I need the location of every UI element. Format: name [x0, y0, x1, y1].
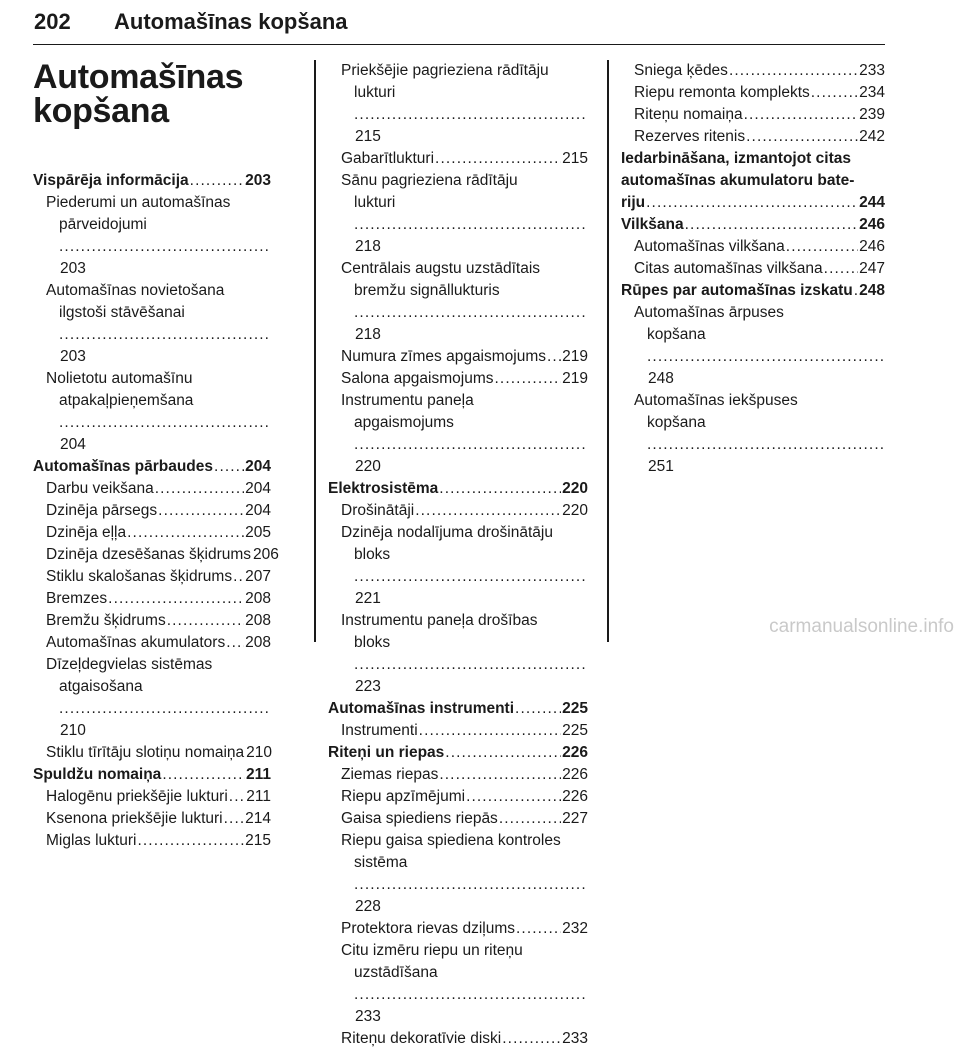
dot-leader [786, 236, 858, 258]
dot-leader [685, 214, 859, 236]
toc-entry-title: Ziemas riepas [341, 766, 439, 783]
toc-entry-title: lukturi [354, 194, 396, 211]
toc-entry-title: Spuldžu nomaiņa [33, 766, 162, 783]
toc-entry-title: pārveidojumi [59, 216, 147, 233]
dot-leader [137, 830, 244, 852]
toc-entry[interactable] [33, 566, 271, 588]
dot-leader [190, 170, 244, 192]
dot-leader [226, 632, 244, 654]
toc-page-number: 204 [245, 458, 271, 475]
dot-leader [59, 698, 271, 720]
toc-entry-title: Sniega ķēdes [634, 62, 728, 79]
toc-page-number: 206 [253, 546, 279, 563]
toc-page-number: 233 [859, 62, 885, 79]
dot-leader [811, 82, 858, 104]
toc-entry-title: ilgstoši stāvēšanai [59, 304, 185, 321]
toc-entry[interactable] [621, 302, 885, 390]
toc-entry-title: Salona apgaismojums [341, 370, 494, 387]
toc-column-3 [621, 60, 885, 478]
dot-leader [646, 192, 858, 214]
dot-leader [354, 434, 588, 456]
toc-entry-title: Automašīnas pārbaudes [33, 458, 214, 475]
toc-page-number: 223 [355, 678, 381, 695]
toc-entry-text-line: Centrālais augstu uzstādītais [341, 260, 541, 277]
toc-entry-title: Vispārēja informācija [33, 172, 189, 189]
toc-entry-title: Rezerves ritenis [634, 128, 746, 145]
toc-entry[interactable] [328, 368, 588, 390]
toc-page-number: 215 [355, 128, 381, 145]
chapter-title-line: Automašīnas [33, 58, 244, 96]
toc-section-heading[interactable] [328, 478, 588, 500]
dot-leader [162, 764, 245, 786]
toc-entry-title: Gabarītlukturi [341, 150, 435, 167]
toc-page-number: 210 [60, 722, 86, 739]
dot-leader [354, 302, 588, 324]
toc-entry-title: Protektora rievas dziļums [341, 920, 516, 937]
toc-page-number: 246 [859, 216, 885, 233]
page-number: 202 [34, 9, 71, 34]
toc-entry-title: Halogēnu priekšējie lukturi [46, 788, 228, 805]
dot-leader [744, 104, 859, 126]
toc-entry-title: Riteņu nomaiņa [634, 106, 743, 123]
toc-entry-text-line: Automašīnas novietošana [46, 282, 225, 299]
dot-leader [354, 984, 588, 1006]
dot-leader [439, 764, 561, 786]
toc-page-number: 208 [245, 590, 271, 607]
toc-page-number: 220 [355, 458, 381, 475]
toc-entry-title: uzstādīšana [354, 964, 438, 981]
toc-entry[interactable] [621, 126, 885, 148]
toc-entry[interactable] [328, 346, 588, 368]
toc-page-number: 211 [246, 788, 271, 805]
toc-entry-title: Riteņu dekoratīvie diski [341, 1030, 502, 1047]
toc-page-number: 232 [562, 920, 588, 937]
toc-page-number: 219 [562, 348, 588, 365]
toc-entry[interactable] [33, 478, 271, 500]
toc-section-heading[interactable] [328, 742, 588, 764]
page-header [33, 4, 885, 45]
dot-leader [502, 1028, 561, 1050]
toc-page-number: 219 [562, 370, 588, 387]
toc-entry-title: Stiklu skalošanas šķidrums [46, 568, 233, 585]
toc-entry-text-line: Riepu gaisa spiediena kontroles [341, 832, 561, 849]
toc-section-heading[interactable] [33, 456, 271, 478]
toc-entry-title: Riepu remonta komplekts [634, 84, 810, 101]
dot-leader [155, 478, 244, 500]
toc-entry[interactable] [33, 786, 271, 808]
toc-page-number: 203 [245, 172, 271, 189]
toc-entry-title: bremžu signāllukturis [354, 282, 500, 299]
toc-entry-title: Instrumenti [341, 722, 418, 739]
chapter-title [33, 60, 308, 128]
toc-entry[interactable] [621, 82, 885, 104]
toc-entry-title: Vilkšana [621, 216, 684, 233]
toc-page-number: 204 [60, 436, 86, 453]
dot-leader [233, 566, 244, 588]
dot-leader [419, 720, 561, 742]
toc-entry[interactable] [328, 610, 588, 698]
dot-leader [167, 610, 244, 632]
toc-entry[interactable] [33, 808, 271, 830]
dot-leader [59, 236, 271, 258]
toc-entry[interactable] [328, 918, 588, 940]
toc-section-heading[interactable] [621, 148, 885, 214]
toc-entry[interactable] [621, 60, 885, 82]
toc-page-number: 228 [355, 898, 381, 915]
dot-leader [729, 60, 858, 82]
dot-leader [59, 324, 271, 346]
dot-leader [158, 500, 244, 522]
toc-entry-title: Elektrosistēma [328, 480, 439, 497]
toc-entry-text-line: Instrumentu paneļa [341, 392, 474, 409]
toc-entry-text-line: Automašīnas ārpuses [634, 304, 784, 321]
toc-entry[interactable] [328, 1028, 588, 1050]
dot-leader [439, 478, 561, 500]
toc-page-number: 208 [245, 612, 271, 629]
dot-leader [746, 126, 858, 148]
toc-entry-title: Ksenona priekšējie lukturi [46, 810, 223, 827]
toc-entry-title: Automašīnas vilkšana [634, 238, 785, 255]
dot-leader [547, 346, 561, 368]
toc-entry[interactable] [328, 786, 588, 808]
toc-page-number: 251 [648, 458, 674, 475]
toc-page-number: 227 [562, 810, 588, 827]
toc-entry[interactable] [33, 610, 271, 632]
toc-entry[interactable] [33, 632, 271, 654]
toc-entry-title: Citas automašīnas vilkšana [634, 260, 823, 277]
dot-leader [445, 742, 561, 764]
running-title: Automašīnas kopšana [114, 9, 348, 34]
toc-entry[interactable] [328, 170, 588, 258]
toc-entry[interactable] [33, 192, 271, 280]
toc-entry[interactable] [328, 830, 588, 918]
dot-leader [108, 588, 244, 610]
toc-page-number: 218 [355, 238, 381, 255]
toc-page-number: 233 [562, 1030, 588, 1047]
toc-entry[interactable] [33, 544, 279, 566]
toc-page-number: 204 [245, 480, 271, 497]
toc-entry-title: bloks [354, 634, 391, 651]
toc-entry[interactable] [621, 258, 885, 280]
toc-page-number: 210 [246, 744, 273, 761]
dot-leader [354, 874, 588, 896]
toc-entry-title: lukturi [354, 84, 396, 101]
column-divider [314, 60, 316, 642]
toc-entry[interactable] [33, 830, 271, 852]
toc-page-number: 214 [245, 810, 271, 827]
dot-leader [495, 368, 562, 390]
toc-entry[interactable] [33, 368, 271, 456]
toc-entry-title: atpakaļpieņemšana [59, 392, 194, 409]
toc-page-number: 239 [859, 106, 885, 123]
toc-entry[interactable] [33, 522, 271, 544]
toc-page-number: 215 [562, 150, 588, 167]
toc-entry-text-line: Dzinēja nodalījuma drošinātāju [341, 524, 553, 541]
toc-entry[interactable] [328, 500, 588, 522]
dot-leader [354, 214, 588, 236]
toc-page-number: 233 [355, 1008, 381, 1025]
dot-leader [415, 500, 561, 522]
toc-entry[interactable] [328, 720, 588, 742]
dot-leader [435, 148, 561, 170]
toc-page-number: 207 [245, 568, 271, 585]
toc-entry[interactable] [33, 500, 271, 522]
toc-entry-title: Automašīnas instrumenti [328, 700, 515, 717]
toc-page-number: 234 [859, 84, 885, 101]
dot-leader [354, 104, 588, 126]
toc-page-number: 220 [562, 480, 588, 497]
toc-entry[interactable] [33, 742, 271, 764]
toc-entry-title: Dzinēja dzesēšanas šķidrums [46, 546, 252, 563]
toc-entry[interactable] [328, 60, 588, 148]
dot-leader [854, 280, 858, 302]
toc-page-number: 203 [60, 348, 86, 365]
watermark: carmanualsonline.info [769, 616, 954, 637]
toc-page-number: 208 [245, 634, 271, 651]
toc-page-number: 246 [859, 238, 885, 255]
toc-column-1 [33, 170, 279, 852]
toc-entry-text-line: Iedarbināšana, izmantojot citas automašīnas akumulatoru bate- [621, 150, 855, 189]
toc-entry-title: Numura zīmes apgaismojums [341, 348, 547, 365]
toc-section-heading[interactable] [621, 280, 885, 302]
dot-leader [647, 434, 885, 456]
toc-page-number: 205 [245, 524, 271, 541]
toc-entry-title: bloks [354, 546, 391, 563]
toc-section-heading[interactable] [621, 214, 885, 236]
toc-entry-title: sistēma [354, 854, 408, 871]
toc-entry-text-line: Nolietotu automašīnu [46, 370, 193, 387]
toc-column-2 [328, 60, 588, 1050]
chapter-title-line: kopšana [33, 92, 169, 130]
toc-entry[interactable] [328, 808, 588, 830]
toc-entry-title: atgaisošana [59, 678, 143, 695]
toc-entry-title: Gaisa spiediens riepās [341, 810, 498, 827]
toc-page-number: 242 [859, 128, 885, 145]
toc-entry[interactable] [328, 522, 588, 610]
toc-page-number: 203 [60, 260, 86, 277]
toc-entry-title: Bremžu šķidrums [46, 612, 166, 629]
dot-leader [824, 258, 858, 280]
toc-entry[interactable] [328, 148, 588, 170]
toc-entry-title: Darbu veikšana [46, 480, 154, 497]
dot-leader [127, 522, 244, 544]
dot-leader [59, 412, 271, 434]
toc-section-heading[interactable] [328, 698, 588, 720]
toc-section-heading[interactable] [33, 170, 271, 192]
toc-entry-text-line: Citu izmēru riepu un riteņu [341, 942, 523, 959]
toc-page-number: 215 [245, 832, 271, 849]
dot-leader [229, 786, 245, 808]
toc-entry-title: kopšana [647, 326, 706, 343]
toc-entry-text-line: Dīzeļdegvielas sistēmas [46, 656, 213, 673]
toc-entry-title: Dzinēja pārsegs [46, 502, 158, 519]
toc-page-number: 226 [562, 766, 588, 783]
toc-page-number: 244 [859, 194, 885, 211]
toc-entry-title: Bremzes [46, 590, 108, 607]
toc-entry-title: riju [621, 194, 646, 211]
toc-entry-title: kopšana [647, 414, 706, 431]
toc-page-number: 247 [859, 260, 885, 277]
toc-page-number: 248 [859, 282, 885, 299]
toc-entry-title: Miglas lukturi [46, 832, 137, 849]
toc-entry-title: Riepu apzīmējumi [341, 788, 466, 805]
toc-entry-text-line: Sānu pagrieziena rādītāju [341, 172, 518, 189]
dot-leader [354, 654, 588, 676]
toc-page-number: 248 [648, 370, 674, 387]
toc-page-number: 225 [562, 722, 588, 739]
toc-entry-title: Stiklu tīrītāju slotiņu nomaiņa [46, 744, 245, 761]
toc-page-number: 220 [562, 502, 588, 519]
toc-page-number: 225 [562, 700, 588, 717]
toc-entry[interactable] [328, 390, 588, 478]
dot-leader [466, 786, 561, 808]
toc-entry[interactable] [621, 104, 885, 126]
toc-page-number: 226 [562, 788, 588, 805]
dot-leader [515, 698, 561, 720]
dot-leader [214, 456, 244, 478]
column-divider [607, 60, 609, 642]
toc-entry[interactable] [621, 390, 885, 478]
toc-entry[interactable] [33, 280, 271, 368]
toc-page-number: 211 [245, 766, 271, 783]
toc-entry[interactable] [621, 236, 885, 258]
dot-leader [224, 808, 245, 830]
toc-entry[interactable] [33, 654, 271, 742]
toc-page-number: 218 [355, 326, 381, 343]
toc-entry-text-line: Priekšējie pagrieziena rādītāju [341, 62, 549, 79]
toc-entry[interactable] [328, 258, 588, 346]
dot-leader [499, 808, 561, 830]
toc-entry[interactable] [328, 764, 588, 786]
toc-entry[interactable] [33, 588, 271, 610]
toc-entry-title: apgaismojums [354, 414, 454, 431]
toc-entry-title: Riteņi un riepas [328, 744, 445, 761]
toc-entry-text-line: Instrumentu paneļa drošības [341, 612, 538, 629]
toc-page-number: 204 [245, 502, 271, 519]
toc-entry-title: Automašīnas akumulators [46, 634, 226, 651]
dot-leader [647, 346, 885, 368]
dot-leader [354, 566, 588, 588]
toc-entry-title: Dzinēja eļļa [46, 524, 127, 541]
toc-section-heading[interactable] [33, 764, 271, 786]
toc-entry-title: Rūpes par automašīnas izskatu [621, 282, 853, 299]
toc-page-number: 221 [355, 590, 381, 607]
dot-leader [516, 918, 561, 940]
toc-entry-title: Drošinātāji [341, 502, 415, 519]
toc-entry-text-line: Automašīnas iekšpuses [634, 392, 798, 409]
toc-page-number: 226 [562, 744, 588, 761]
toc-entry[interactable] [328, 940, 588, 1028]
toc-entry-text-line: Piederumi un automašīnas [46, 194, 231, 211]
